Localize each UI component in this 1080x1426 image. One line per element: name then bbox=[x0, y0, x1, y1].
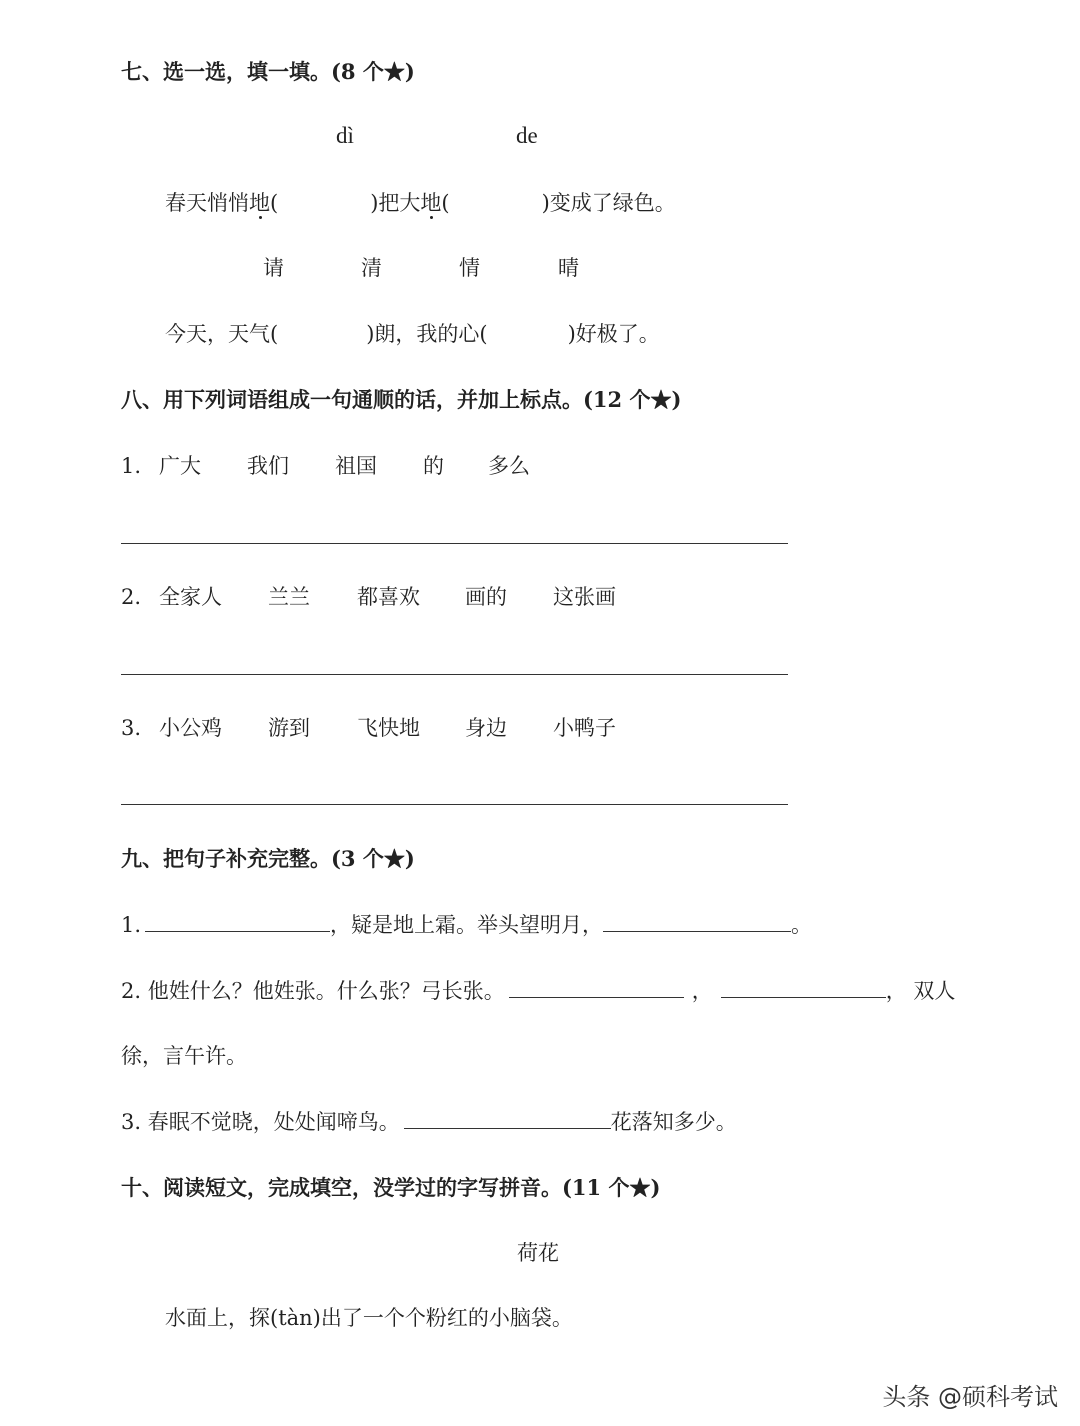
q9-l1-end: 。 bbox=[791, 913, 813, 937]
q9-line-3 bbox=[121, 1108, 737, 1136]
q9-l1-blank-1[interactable] bbox=[145, 911, 330, 932]
q8-item-2-word: 都喜欢 bbox=[357, 585, 420, 609]
q8-item-2-number: 2. bbox=[121, 585, 142, 609]
q7-sentence-2 bbox=[165, 320, 660, 348]
passage-title: 荷花 bbox=[517, 1241, 559, 1265]
q8-item-1-word: 的 bbox=[423, 454, 444, 478]
q8-title: 八、用下列词语组成一句通顺的话，并加上标点。(12 个★) bbox=[121, 387, 682, 412]
q8-item-1-number: 1. bbox=[121, 454, 142, 478]
q8-answer-line-2[interactable] bbox=[121, 674, 788, 675]
q9-l2-text: 2. 他姓什么？他姓张。什么张？弓长张。 bbox=[121, 979, 505, 1003]
q9-line-1 bbox=[121, 911, 812, 939]
q9-l2-tail: ， 双人 bbox=[885, 979, 956, 1003]
watermark: 头条 @硕科考试 bbox=[882, 1383, 1058, 1411]
q9-l1-blank-2[interactable] bbox=[603, 911, 791, 932]
q7-s2-part-a: 今天，天气( bbox=[165, 322, 279, 346]
q7-s1-part-a: 春天悄悄 bbox=[165, 191, 249, 215]
q7-s1-paren-open: ( bbox=[270, 191, 279, 215]
q8-item-3-number: 3. bbox=[121, 716, 142, 740]
q8-item-3-word: 游到 bbox=[268, 716, 310, 740]
q7-char-4: 晴 bbox=[558, 256, 579, 280]
q8-item-3-word: 小鸭子 bbox=[553, 716, 616, 740]
q7-s2-part-c: )好极了。 bbox=[567, 322, 660, 346]
q7-s1-dotted-char-2: 地 bbox=[420, 191, 442, 215]
q7-title: 七、选一选，填一填。(8 个★) bbox=[121, 59, 415, 84]
q7-sentence-1 bbox=[165, 189, 676, 217]
q8-item-1-word: 祖国 bbox=[335, 454, 377, 478]
q8-item-2-word: 兰兰 bbox=[268, 585, 310, 609]
q8-item-1 bbox=[121, 452, 141, 480]
q9-l2-blank-1[interactable] bbox=[509, 977, 684, 998]
q9-l2-comma: ， bbox=[691, 979, 713, 1003]
q7-s1-dotted-char: 地 bbox=[249, 191, 270, 215]
q9-l1-text: ，疑是地上霜。举头望明月， bbox=[330, 913, 604, 937]
q9-l3-blank[interactable] bbox=[404, 1108, 611, 1129]
q8-item-1-word: 广大 bbox=[159, 454, 201, 478]
q8-item-3-word: 小公鸡 bbox=[159, 716, 222, 740]
q7-s1-part-e: )变成了绿色。 bbox=[541, 191, 676, 215]
q8-item-2-word: 全家人 bbox=[159, 585, 222, 609]
q7-char-1: 请 bbox=[263, 256, 284, 280]
q7-s1-part-c: )把大 bbox=[370, 191, 421, 215]
q7-char-2: 清 bbox=[361, 256, 382, 280]
q9-line-2-cont: 徐，言午许。 bbox=[121, 1044, 247, 1068]
q8-item-1-word: 多么 bbox=[488, 454, 530, 478]
q8-item-3-word: 飞快地 bbox=[357, 716, 420, 740]
pinyin-di: dì bbox=[336, 123, 354, 148]
q9-l1-number: 1. bbox=[121, 913, 142, 937]
q8-item-2-word: 这张画 bbox=[553, 585, 616, 609]
q10-title: 十、阅读短文，完成填空，没学过的字写拼音。(11 个★) bbox=[121, 1175, 661, 1200]
q8-answer-line-3[interactable] bbox=[121, 804, 788, 805]
q9-l3-text: 3. 春眠不觉晓，处处闻啼鸟。 bbox=[121, 1110, 400, 1134]
passage-line-1: 水面上，探(tàn)出了一个个粉红的小脑袋。 bbox=[165, 1306, 573, 1330]
q8-answer-line-1[interactable] bbox=[121, 543, 788, 544]
q8-item-3-word: 身边 bbox=[465, 716, 507, 740]
q8-item-2-word: 画的 bbox=[465, 585, 507, 609]
q9-l3-end: 花落知多少。 bbox=[610, 1110, 737, 1134]
q7-char-3: 情 bbox=[459, 256, 480, 280]
q7-s2-part-b: )朗，我的心( bbox=[366, 322, 488, 346]
q9-title: 九、把句子补充完整。(3 个★) bbox=[121, 846, 415, 871]
q9-line-2 bbox=[121, 977, 955, 1005]
q8-item-1-word: 我们 bbox=[247, 454, 289, 478]
pinyin-de: de bbox=[516, 123, 538, 148]
q9-l2-blank-2[interactable] bbox=[721, 977, 886, 998]
q7-s1-paren-open-2: ( bbox=[441, 191, 450, 215]
